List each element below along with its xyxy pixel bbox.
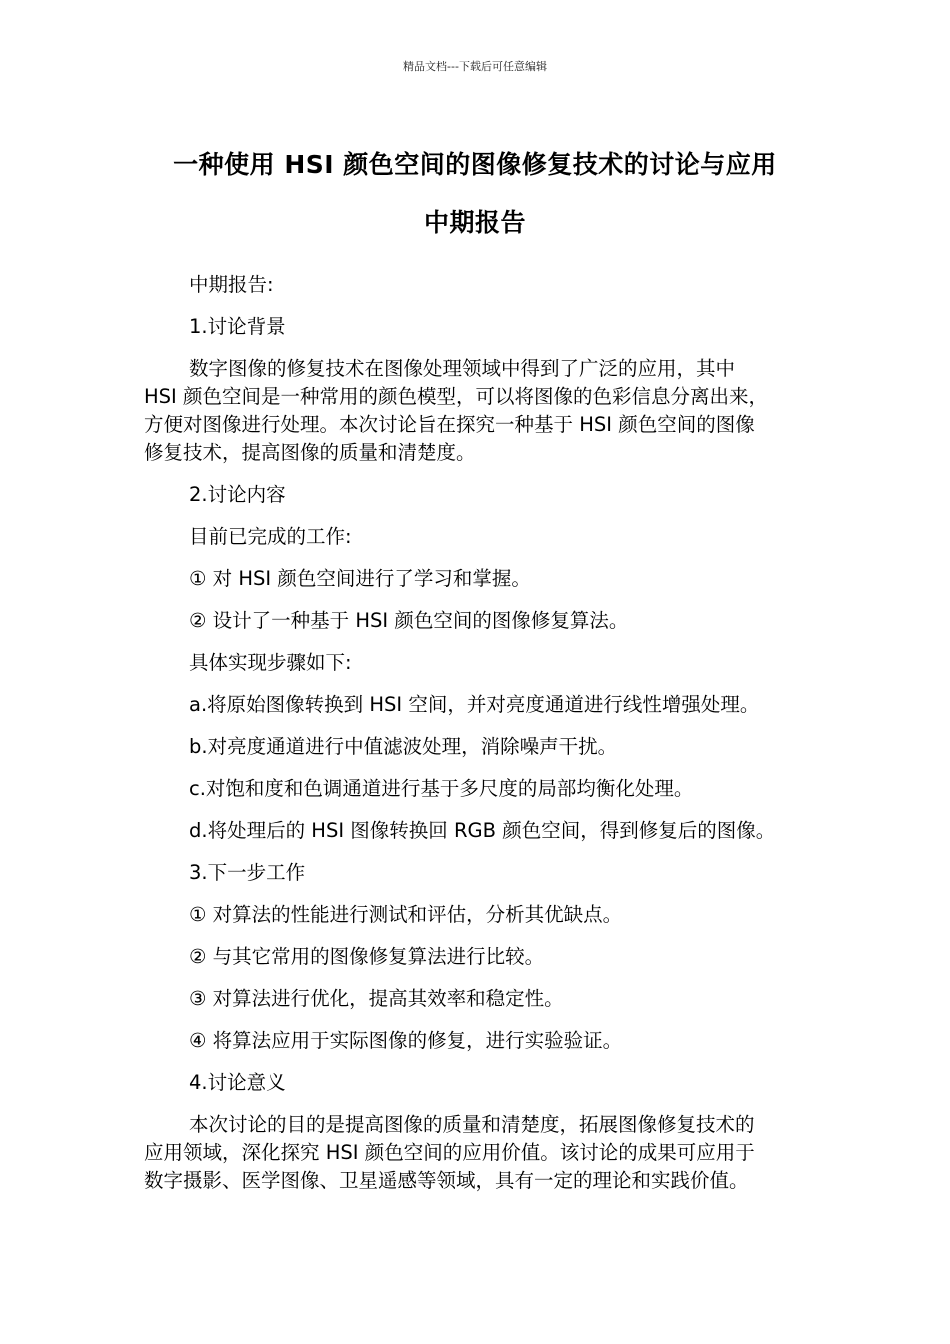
section-intro-label: 中期报告: bbox=[189, 273, 274, 296]
list-item: ② 与其它常用的图像修复算法进行比较。 bbox=[189, 945, 545, 968]
significance-paragraph bbox=[144, 1111, 804, 1195]
paragraph-line: 数字图像的修复技术在图像处理领域中得到了广泛的应用，其中 bbox=[189, 357, 736, 380]
list-item: ③ 对算法进行优化，提高其效率和稳定性。 bbox=[189, 987, 564, 1010]
section-heading-content: 2.讨论内容 bbox=[189, 483, 286, 506]
section-heading-next-steps: 3.下一步工作 bbox=[189, 861, 306, 884]
list-item: ② 设计了一种基于 HSI 颜色空间的图像修复算法。 bbox=[189, 609, 629, 632]
list-item: ④ 将算法应用于实际图像的修复，进行实验验证。 bbox=[189, 1029, 623, 1052]
step-item: d.将处理后的 HSI 图像转换回 RGB 颜色空间，得到修复后的图像。 bbox=[189, 819, 776, 842]
list-item: ① 对算法的性能进行测试和评估，分析其优缺点。 bbox=[189, 903, 623, 926]
title-line-2: 中期报告 bbox=[423, 208, 526, 237]
completed-work-label: 目前已完成的工作: bbox=[189, 525, 352, 548]
paragraph-line: 修复技术，提高图像的质量和清楚度。 bbox=[144, 441, 476, 464]
step-item: b.对亮度通道进行中值滤波处理，消除噪声干扰。 bbox=[189, 735, 618, 758]
paragraph-line: HSI 颜色空间是一种常用的颜色模型，可以将图像的色彩信息分离出来， bbox=[144, 385, 768, 408]
step-item: c.对饱和度和色调通道进行基于多尺度的局部均衡化处理。 bbox=[189, 777, 694, 800]
document-body bbox=[144, 271, 804, 1209]
paragraph-line: 方便对图像进行处理。本次讨论旨在探究一种基于 HSI 颜色空间的图像 bbox=[144, 413, 755, 436]
section-heading-significance: 4.讨论意义 bbox=[189, 1071, 286, 1094]
document-title bbox=[100, 136, 850, 252]
paragraph-line: 应用领域，深化探究 HSI 颜色空间的应用价值。该讨论的成果可应用于 bbox=[144, 1141, 755, 1164]
background-paragraph bbox=[144, 355, 804, 467]
list-item: ① 对 HSI 颜色空间进行了学习和掌握。 bbox=[189, 567, 531, 590]
steps-label: 具体实现步骤如下: bbox=[189, 651, 352, 674]
section-heading-background: 1.讨论背景 bbox=[189, 315, 286, 338]
header-note: 精品文档---下载后可任意编辑 bbox=[403, 60, 547, 73]
step-item: a.将原始图像转换到 HSI 空间，并对亮度通道进行线性增强处理。 bbox=[189, 693, 760, 716]
paragraph-line: 本次讨论的目的是提高图像的质量和清楚度，拓展图像修复技术的 bbox=[189, 1113, 755, 1136]
paragraph-line: 数字摄影、医学图像、卫星遥感等领域，具有一定的理论和实践价值。 bbox=[144, 1169, 749, 1192]
title-line-1: 一种使用 HSI 颜色空间的图像修复技术的讨论与应用 bbox=[173, 150, 777, 179]
